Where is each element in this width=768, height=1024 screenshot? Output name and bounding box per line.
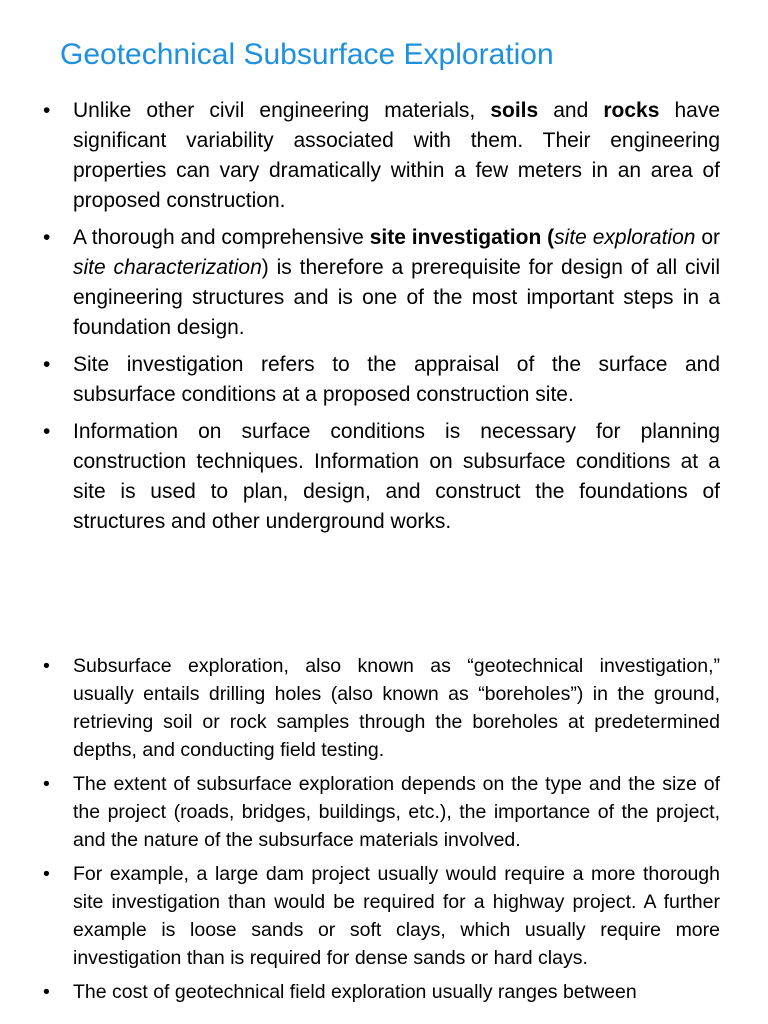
bullet-item: [0, 652, 768, 764]
bullet-item: [0, 978, 768, 1006]
slide-2: [0, 640, 768, 1024]
bullet-item: [0, 860, 768, 972]
bullet-text-segment: have significant variability associated with them. Their engineering properties can vary dramatically within a few meters in an area of proposed construction.: [73, 99, 721, 212]
slide-title: Geotechnical Subsurface Exploration: [60, 38, 554, 71]
bullet-dot-icon: •: [43, 863, 50, 885]
bullet-text-segment: A thorough and comprehensive: [73, 226, 370, 249]
bullet-item: [0, 96, 768, 216]
bullet-dot-icon: •: [43, 353, 51, 376]
bullet-text-segment: Information on surface conditions is necessary for planning construction techniques. Information on subsurface conditions at a site is used to plan, design, and construct the foundations of structures and other underground works.: [73, 420, 720, 533]
bullet-dot-icon: •: [43, 99, 51, 122]
bullet-text-segment: soils: [490, 99, 539, 122]
bullet-item: [0, 350, 768, 410]
bullet-text-segment: site exploration: [554, 226, 696, 249]
bullet-text-segment: rocks: [603, 99, 660, 122]
bullet-text-segment: Site investigation refers to the appraisal of the surface and subsurface conditions at a proposed construction site.: [73, 353, 720, 406]
bullet-dot-icon: •: [43, 226, 51, 249]
bullet-text-segment: or: [695, 226, 720, 249]
bullet-item: [0, 417, 768, 537]
bullet-text-segment: ) is therefore a prerequisite for design of all civil engineering structures and is one of the most important steps in a foundation design.: [73, 256, 720, 339]
bullet-list: [0, 652, 768, 1012]
bullet-item: [0, 223, 768, 343]
bullet-text-segment: For example, a large dam project usually would require a more thorough site investigation than would be required for a highway project. A further example is loose sands or soft clays, which usually require more investigation than is required for dense sands or hard clays.: [73, 863, 720, 969]
bullet-dot-icon: •: [43, 655, 50, 677]
bullet-text-segment: The cost of geotechnical field exploration usually ranges between: [73, 981, 637, 1003]
bullet-dot-icon: •: [43, 420, 51, 443]
bullet-text-segment: Subsurface exploration, also known as “geotechnical investigation,” usually entails drilling holes (also known as “boreholes”) in the ground, retrieving soil or rock samples through the boreholes at predetermined depths, and conducting field testing.: [73, 655, 720, 761]
bullet-text-segment: site characterization: [73, 256, 262, 279]
bullet-text-segment: site investigation (: [369, 226, 555, 249]
bullet-dot-icon: •: [43, 981, 50, 1003]
bullet-item: [0, 770, 768, 854]
bullet-text-segment: The extent of subsurface exploration depends on the type and the size of the project (roads, bridges, buildings, etc.), the importance of the project, and the nature of the subsurface materials involved.: [73, 773, 720, 851]
bullet-dot-icon: •: [43, 773, 50, 795]
bullet-list: [0, 96, 768, 544]
bullet-text-segment: and: [538, 99, 604, 122]
bullet-text-segment: Unlike other civil engineering materials,: [73, 99, 491, 122]
